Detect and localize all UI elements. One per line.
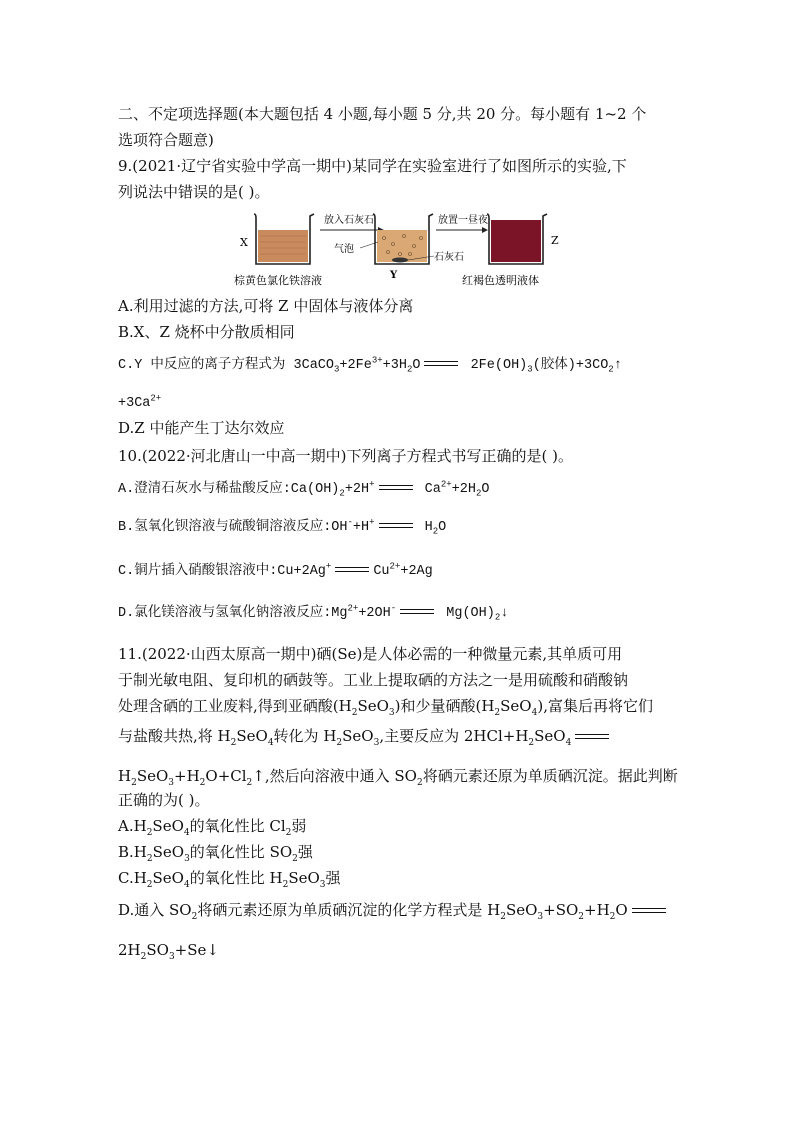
arrow2-label: 放置一昼夜 <box>438 215 488 226</box>
beaker-x-liquid <box>258 230 308 262</box>
q9-option-c-cont: $+3Ca^{2+}$ <box>118 393 162 411</box>
q11-line6: 正确的为( )。 <box>118 791 210 809</box>
q9-option-b: B.X、Z 烧杯中分散质相同 <box>118 323 295 341</box>
beaker-z-liquid <box>491 220 541 262</box>
q11-line2: 于制光敏电阻、复印机的硒鼓等。工业上提取硒的方法之一是用硫酸和硝酸钠 <box>118 671 629 689</box>
q11-option-b: $B.H_2SeO_3$的氧化性比 $SO_2$强 <box>118 843 313 864</box>
q9-stem-line2: 列说法中错误的是( )。 <box>118 183 270 201</box>
limestone-piece <box>392 258 408 263</box>
arrow1-label: 放入石灰石 <box>324 215 374 226</box>
q9-option-c: C.Y 中反应的离子方程式为 $3CaCO_3+2Fe^{3+}+3H_2O$ $2Fe(OH)_3$(胶体)$+3CO_2↑$ <box>118 355 622 375</box>
label-y: Y <box>390 270 398 281</box>
q11-option-d: D.通入 $SO_2$将硒元素还原为单质硒沉淀的化学方程式是 $H_2SeO_3+SO_2+H_2O$ <box>118 900 670 920</box>
bubble-label: 气泡 <box>334 244 354 255</box>
equals-arrow <box>424 361 458 367</box>
q11-option-c: $C.H_2SeO_4$的氧化性比 $H_2SeO_3$强 <box>118 869 341 890</box>
beaker-y-liquid <box>377 230 427 262</box>
q11-option-a: $A.H_2SeO_4$的氧化性比 $Cl_2$弱 <box>118 817 307 838</box>
q9-option-d: D.Z 中能产生丁达尔效应 <box>118 419 285 437</box>
beaker-z <box>487 214 559 264</box>
section-header-line1: 二、不定项选择题(本大题包括 4 小题,每小题 5 分,共 20 分。每小题有 1~2 个 <box>118 105 647 123</box>
beaker-x <box>240 214 314 264</box>
q11-option-d-cont: $2H_2SO_3+Se↓$ <box>118 941 219 962</box>
q10-option-c: C.铜片插入硝酸银溶液中:Cu+2Ag+ $Cu^{2+}+2Ag$ <box>118 561 433 579</box>
section-header-line2: 选项符合题意) <box>118 131 214 149</box>
limestone-label: 石灰石 <box>434 252 464 263</box>
q11-line1: 11.(2022·山西太原高一期中)硒(Se)是人体必需的一种微量元素,其单质可用 <box>118 645 623 663</box>
label-z: Z <box>551 234 559 247</box>
q11-line5: $H_2SeO_3+H_2O+Cl_2↑$,然后向溶液中通入 $SO_2$将硒元素还原为单质硒沉淀。据此判断 <box>118 767 678 788</box>
q9-option-a: A.利用过滤的方法,可将 Z 中固体与液体分离 <box>118 297 414 315</box>
caption-left: 棕黄色氯化铁溶液 <box>234 274 322 287</box>
beaker-experiment-figure <box>228 208 568 288</box>
q10-option-a: A.澄清石灰水与稀盐酸反应$:Ca(OH)_2+2H^+$ $Ca^{2+}+2H_2O$ <box>118 479 490 499</box>
q10-option-d: D.氯化镁溶液与氢氧化钠溶液反应$:Mg^{2+}+2OH^-$ $Mg(OH)_2↓$ <box>118 603 509 623</box>
q10-stem: 10.(2022·河北唐山一中高一期中)下列离子方程式书写正确的是( )。 <box>118 447 573 465</box>
q11-line3: 处理含硒的工业废料,得到亚硒酸$(H_2SeO_3)$和少量硒酸$(H_2SeO_4)$,富集后再将它们 <box>118 697 653 718</box>
q10-option-b: B.氢氧化钡溶液与硫酸铜溶液反应:OH-+H+ $H_2O$ <box>118 517 447 537</box>
q11-line4: 与盐酸共热,将 $H_2SeO_4$转化为 $H_2SeO_3$,主要反应为 $2HCl+H_2SeO_4$ <box>118 726 613 746</box>
caption-right: 红褐色透明液体 <box>462 274 539 287</box>
label-x: X <box>240 236 248 249</box>
q9-stem-line1: 9.(2021·辽宁省实验中学高一期中)某同学在实验室进行了如图所示的实验,下 <box>118 157 627 175</box>
arrow-2 <box>436 213 488 233</box>
